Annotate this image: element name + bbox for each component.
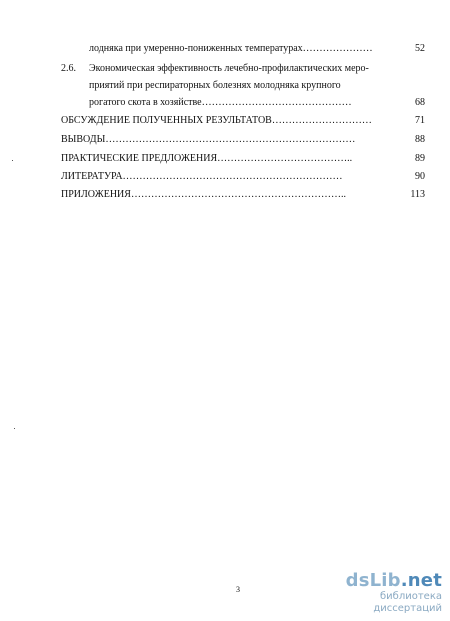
toc-entry-page: 90 <box>415 171 425 182</box>
watermark-logo: dsLib.net <box>345 570 442 591</box>
toc-entry-text: ЛИТЕРАТУРА………………………………………………………… <box>61 171 343 182</box>
page-number: 3 <box>236 585 240 594</box>
toc-entry-text: Экономическая эффективность лечебно-профилактических меро- <box>89 63 369 74</box>
toc-entry-text: лодняка при умеренно-пониженных температурах………………… <box>89 43 373 54</box>
toc-entry-text: ПРАКТИЧЕСКИЕ ПРЕДЛОЖЕНИЯ………………………………….. <box>61 153 353 164</box>
toc-entry-page: 71 <box>415 115 425 126</box>
scan-speck <box>14 428 15 429</box>
dslib-watermark <box>312 571 442 615</box>
toc-entry-page: 52 <box>415 43 425 54</box>
toc-entry-text: ВЫВОДЫ………………………………………………………………… <box>61 134 356 145</box>
toc-entry-page: 113 <box>410 189 425 200</box>
toc-entry-text: рогатого скота в хозяйстве……………………………………… <box>89 97 352 108</box>
toc-entry-page: 88 <box>415 134 425 145</box>
toc-entry-text: ОБСУЖДЕНИЕ ПОЛУЧЕННЫХ РЕЗУЛЬТАТОВ………………………… <box>61 115 372 126</box>
toc-section-number: 2.6. <box>61 63 76 74</box>
scan-speck <box>12 160 13 161</box>
toc-entry-page: 68 <box>415 97 425 108</box>
toc-entry-page: 89 <box>415 153 425 164</box>
toc-entry-text: ПРИЛОЖЕНИЯ……………………………………………………….. <box>61 189 346 200</box>
watermark-subtitle: библиотека диссертаций <box>373 591 442 614</box>
toc-entry-text: приятий при респираторных болезнях молодняка крупного <box>89 80 341 91</box>
